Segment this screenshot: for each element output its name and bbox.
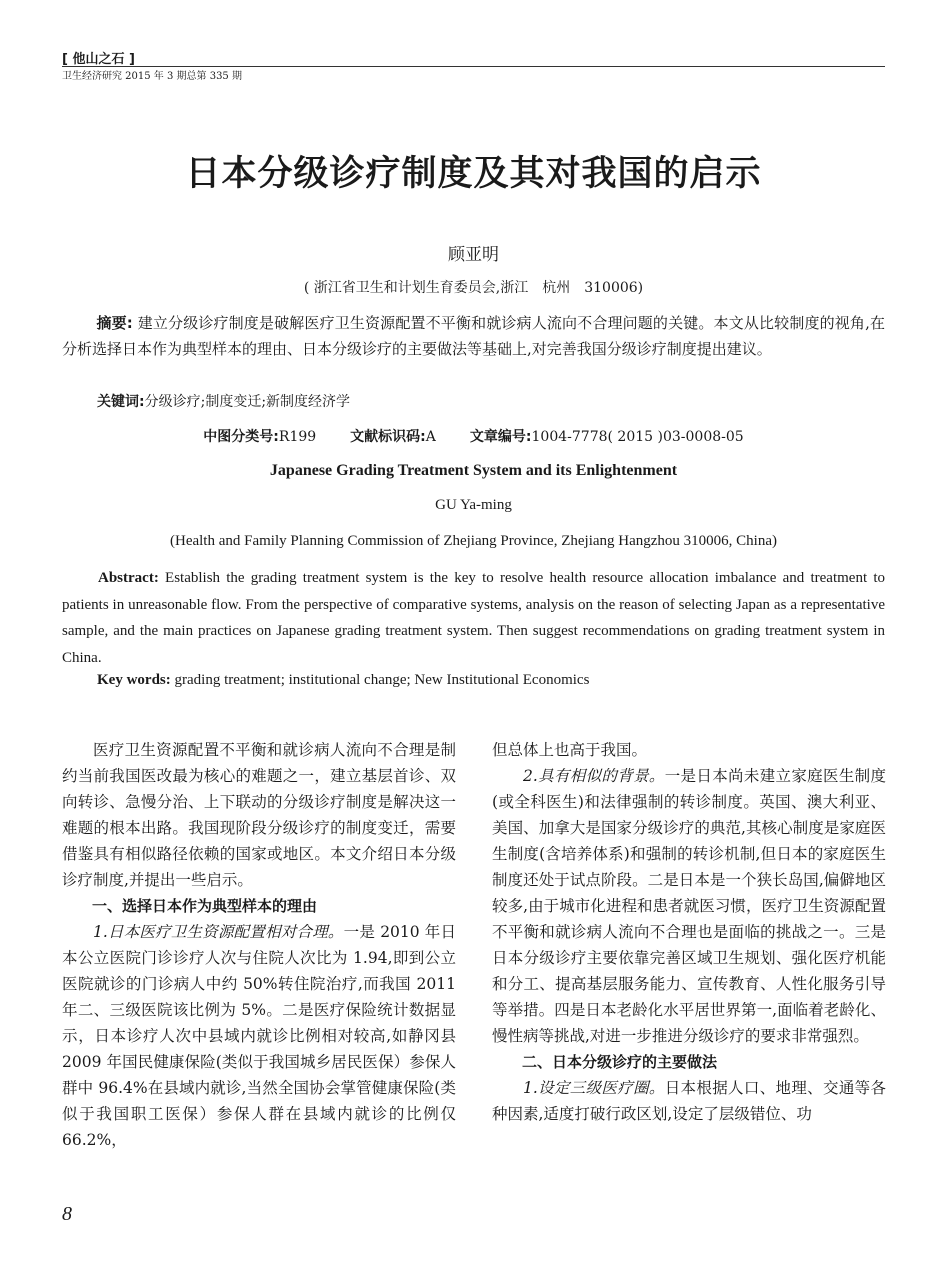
paragraph-2-lead: 2.具有相似的背景。	[523, 767, 665, 785]
english-author: GU Ya-ming	[435, 497, 512, 513]
paragraph-3-text: 日本根据人口、地理、交通等各种因素,适度打破行政区划,设定了层级错位、功	[492, 1079, 886, 1123]
keywords-label: 关键词:	[97, 394, 145, 410]
keywords-cn	[97, 391, 350, 411]
paragraph-1-lead: 1.日本医疗卫生资源配置相对合理。	[93, 923, 344, 941]
paragraph-2-text: 一是日本尚未建立家庭医生制度(或全科医生)和法律强制的转诊制度。英国、澳大利亚、美国、加拿大是国家分级诊疗的典范,其核心制度是家庭医生制度(含培养体系)和强制的转诊机制,但日本的家庭医生制度还处于试点阶段。二是日本是一个狭长岛国,偏僻地区较多,由于城市化进程和患者就医习惯，医疗卫生资源配置不平衡和就诊病人流向不合理也是面临的挑战之一。三是日本分级诊疗主要依靠完善区域卫生规划、强化医疗机能和分工、提高基层服务能力、宣传教育、人性化服务引导等举措。四是日本老龄化水平居世界第一,面临着老龄化、慢性病等挑战,对进一步推进分级诊疗的要求非常强烈。	[492, 767, 886, 1045]
doc-code-label: 文献标识码:	[350, 429, 426, 445]
keywords-en-label: Key words:	[97, 672, 171, 688]
english-affiliation: (Health and Family Planning Commission of Zhejiang Province, Zhejiang Hangzhou 310006, China)	[170, 533, 777, 549]
paragraph-2	[492, 763, 886, 1049]
keywords-text: 分级诊疗;制度变迁;新制度经济学	[144, 394, 351, 410]
clc-value: R199	[278, 429, 317, 445]
abstract-en-text: Establish the grading treatment system is the key to resolve health resource allocation imbalance and treatment to patients in unreasonable flow. From the perspective of comparative systems, analysis on the reason of selecting Japan as a representative sample, and the main practices on Japanese grading treatment system. Then suggest recommendations on grading treatment system in China.	[62, 570, 885, 666]
section-label: [ 他山之石 ]	[62, 52, 135, 67]
intro-paragraph: 医疗卫生资源配置不平衡和就诊病人流向不合理是制约当前我国医改最为核心的难题之一，建立基层首诊、双向转诊、急慢分治、上下联动的分级诊疗制度是解决这一难题的根本出路。我国现阶段分级诊疗的制度变迁，需要借鉴具有相似路径依赖的国家或地区。本文介绍日本分级诊疗制度,并提出一些启示。	[62, 741, 456, 889]
abstract-text: 建立分级诊疗制度是破解医疗卫生资源配置不平衡和就诊病人流向不合理问题的关键。本文从比较制度的视角,在分析选择日本作为典型样本的理由、日本分级诊疗的主要做法等基础上,对完善我国分级诊疗制度提出建议。	[62, 314, 886, 358]
author-name: 顾亚明	[448, 245, 499, 265]
section-heading-1: 一、选择日本作为典型样本的理由	[92, 897, 318, 915]
keywords-en-text: grading treatment; institutional change; New Institutional Economics	[170, 672, 590, 688]
classification-line	[0, 426, 947, 446]
paragraph-1	[62, 919, 456, 1153]
paragraph-1-text: 一是 2010 年日本公立医院门诊诊疗人次与住院人次比为 1.94,即到公立医院就诊的门诊病人中约 50%转住院治疗,而我国 2011 年二、三级医院该比例为 5%。二是医疗保险统计数据显示，日本诊疗人次中县域内就诊比例相对较高,如静冈县 2009 年国民健康保险(类似于我国城乡居民医保）参保人群中 96.4%在县域内就诊,当然全国协会掌管健康保险(类似于我国职工医保）参保人群在县域内就诊的比例仅 66.2%，	[62, 923, 456, 1149]
section-heading-2: 二、日本分级诊疗的主要做法	[522, 1053, 718, 1071]
author-affiliation: ( 浙江省卫生和计划生育委员会,浙江 杭州 310006)	[303, 280, 644, 296]
paragraph-3	[492, 1075, 886, 1127]
continued-text: 但总体上也高于我国。	[492, 741, 648, 759]
doc-code-value: A	[425, 429, 436, 445]
body-right-column	[492, 737, 886, 1127]
article-no-value: 1004-7778( 2015 )03-0008-05	[531, 429, 744, 445]
paragraph-3-lead: 1.设定三级医疗圈。	[523, 1079, 665, 1097]
english-title: Japanese Grading Treatment System and its Enlightenment	[269, 462, 678, 479]
abstract-cn	[62, 310, 885, 362]
abstract-en	[62, 565, 885, 671]
article-no-label: 文章编号:	[469, 429, 532, 445]
abstract-en-label: Abstract:	[98, 570, 159, 586]
clc-label: 中图分类号:	[203, 429, 279, 445]
abstract-label: 摘要:	[96, 314, 133, 332]
keywords-en	[97, 672, 589, 689]
body-left-column	[62, 737, 456, 1153]
page-number: 8	[62, 1203, 72, 1225]
article-title: 日本分级诊疗制度及其对我国的启示	[185, 154, 762, 194]
journal-info: 卫生经济研究 2015 年 3 期总第 335 期	[62, 71, 242, 82]
